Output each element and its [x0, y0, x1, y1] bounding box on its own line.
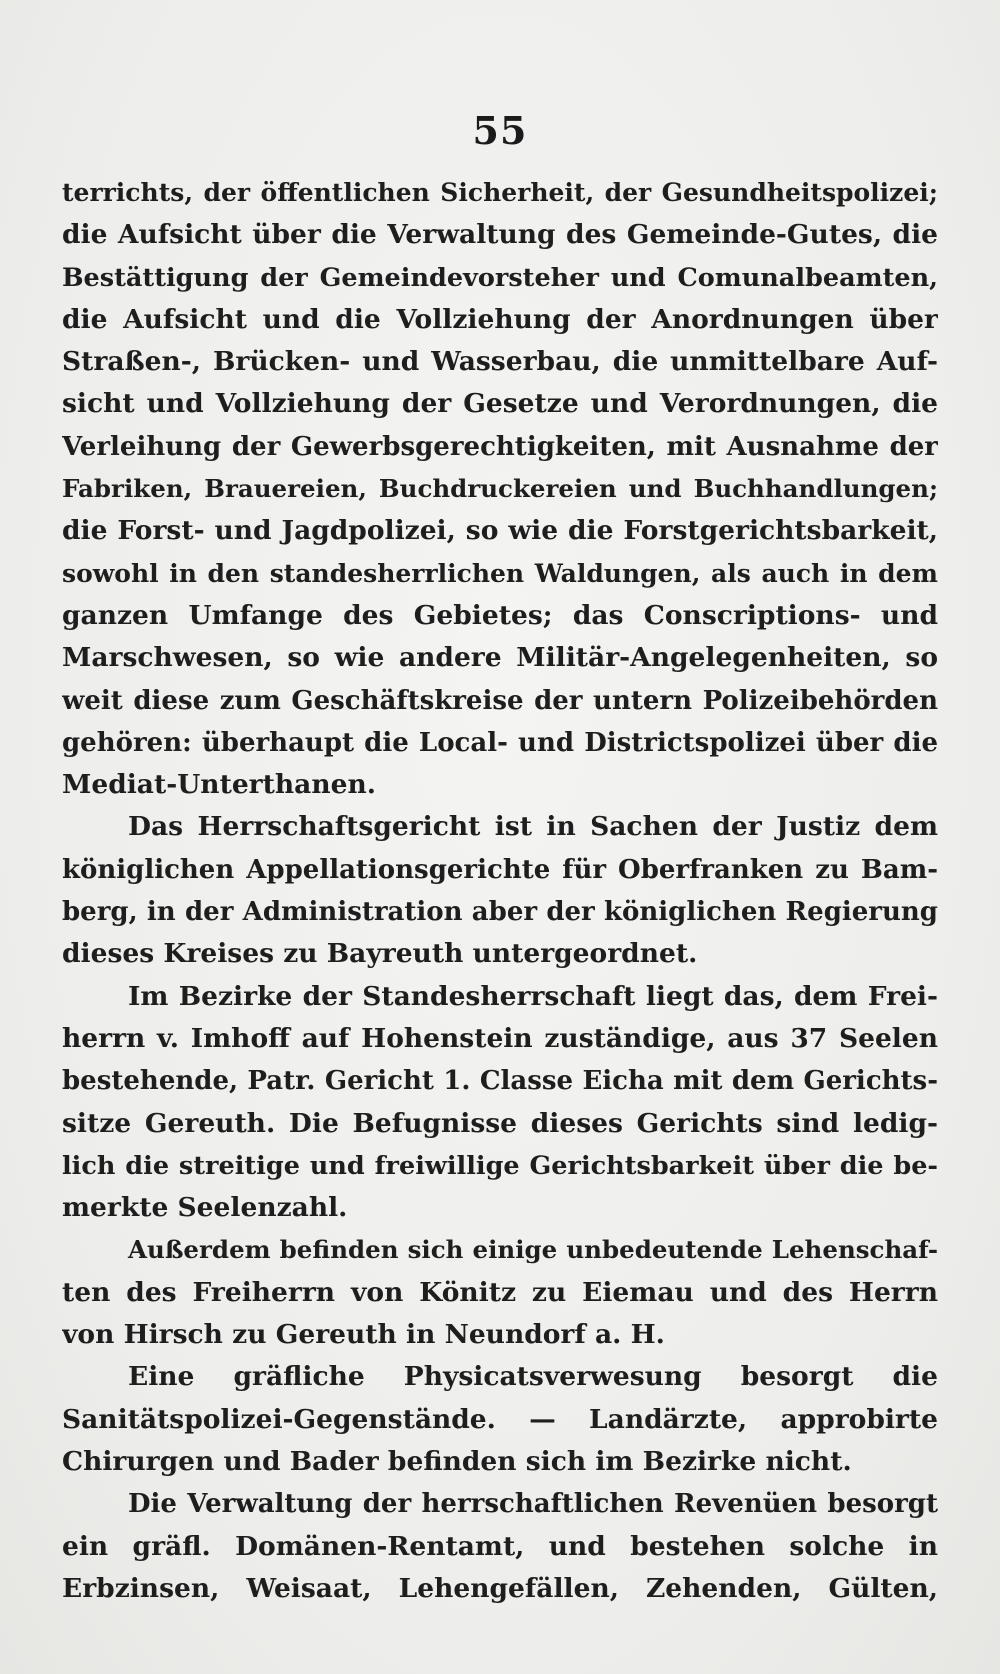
text-line: ganzen Umfange des Gebietes; das Conscriptions- und — [62, 599, 938, 631]
text-line: königlichen Appellationsgerichte für Oberfranken zu Bam- — [62, 854, 938, 885]
text-line: Eine gräfliche Physicatsverwesung besorgt die — [128, 1361, 938, 1393]
text-line: bestehende, Patr. Gericht 1. Classe Eicha mit dem Gerichts- — [62, 1066, 938, 1097]
text-line: Fabriken, Brauereien, Buchdruckereien und Buchhandlungen; — [62, 474, 938, 504]
text-line: weit diese zum Geschäftskreise der untern Polizeibehörden — [62, 685, 938, 716]
text-line: berg, in der Administration aber der königlichen Regierung — [62, 897, 938, 928]
text-line: sicht und Vollziehung der Gesetze und Verordnungen, die — [62, 388, 938, 420]
text-line: ten des Freiherrn von Könitz zu Eiemau und des Herrn — [62, 1276, 938, 1308]
text-line: Mediat-Unterthanen. — [62, 769, 376, 801]
page-number: 55 — [472, 108, 528, 153]
body-text — [62, 172, 938, 1610]
text-line: herrn v. Imhoff auf Hohenstein zuständige, aus 37 Seelen — [62, 1022, 938, 1054]
text-line: dieses Kreises zu Bayreuth untergeordnet. — [62, 938, 698, 970]
text-line: Verleihung der Gewerbsgerechtigkeiten, mit Ausnahme der — [62, 431, 938, 462]
text-line: sowohl in den standesherrlichen Waldungen, als auch in dem — [62, 558, 938, 588]
text-line: die Forst- und Jagdpolizei, so wie die Forstgerichtsbarkeit, — [62, 515, 938, 547]
text-line: Die Verwaltung der herrschaftlichen Revenüen besorgt — [128, 1489, 938, 1520]
text-line: Das Herrschaftsgericht ist in Sachen der Justiz dem — [128, 811, 938, 843]
text-line: von Hirsch zu Gereuth in Neundorf a. H. — [62, 1319, 665, 1351]
text-line: Marschwesen, so wie andere Militär-Angelegenheiten, so — [62, 642, 938, 674]
text-line: Außerdem befinden sich einige unbedeutende Lehenschaf- — [128, 1235, 938, 1265]
text-line: gehören: überhaupt die Local- und Districtspolizei über die — [62, 727, 938, 758]
text-line: Sanitätspolizei-Gegenstände. — Landärzte, approbirte — [62, 1403, 938, 1435]
text-line: sitze Gereuth. Die Befugnisse dieses Gerichts sind ledig- — [62, 1107, 938, 1139]
text-line: Chirurgen und Bader befinden sich im Bezirke nicht. — [62, 1445, 852, 1477]
text-line: lich die streitige und freiwillige Gerichtsbarkeit über die be- — [62, 1150, 938, 1181]
text-line: merkte Seelenzahl. — [62, 1192, 348, 1224]
text-line: die Aufsicht über die Verwaltung des Gemeinde-Gutes, die — [62, 219, 938, 251]
text-line: die Aufsicht und die Vollziehung der Anordnungen über — [62, 303, 938, 335]
text-line: Straßen-, Brücken- und Wasserbau, die unmittelbare Auf- — [62, 346, 938, 378]
text-line: terrichts, der öffentlichen Sicherheit, der Gesundheitspolizei; — [62, 178, 938, 207]
text-line: Im Bezirke der Standesherrschaft liegt das, dem Frei- — [128, 980, 938, 1012]
text-line: Erbzinsen, Weisaat, Lehengefällen, Zehenden, Gülten, — [62, 1572, 938, 1604]
text-line: Bestättigung der Gemeindevorsteher und Comunalbeamten, — [62, 262, 938, 293]
text-line: ein gräfl. Domänen-Rentamt, und bestehen solche in — [62, 1530, 938, 1562]
